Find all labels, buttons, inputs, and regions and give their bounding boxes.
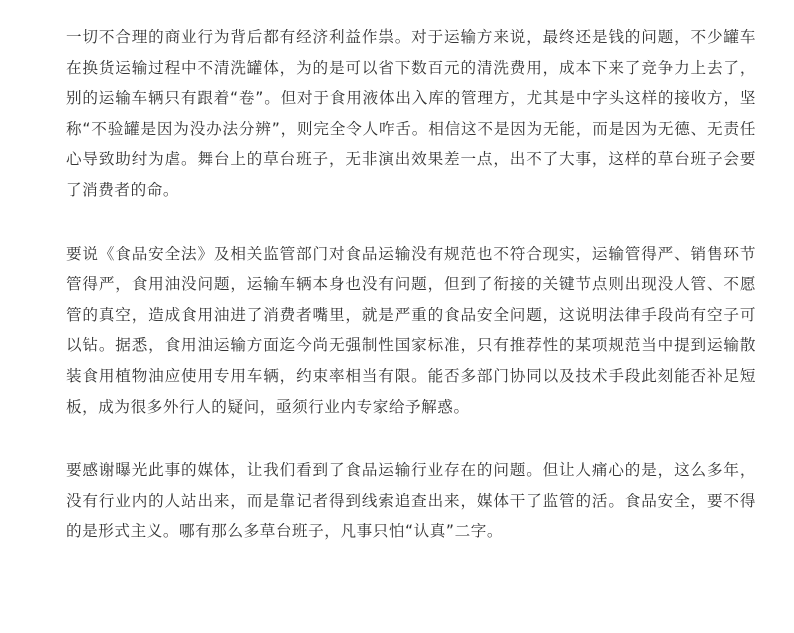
paragraph-1: 一切不合理的商业行为背后都有经济利益作祟。对于运输方来说，最终还是钱的问题，不少罐车在换货运输过程中不清洗罐体，为的是可以省下数百元的清洗费用，成本下来了竞争力上去了，别的运输车辆只有跟着“卷”。但对于食用液体出入库的管理方，尤其是中字头这样的接收方，坚称“不验罐是因为没办法分辨”，则完全令人咋舌。相信这不是因为无能，而是因为无德、无责任心导致助纣为虐。舞台上的草台班子，无非演出效果差一点，出不了大事，这样的草台班子会要了消费者的命。 [66, 28, 756, 199]
paragraph-3: 要感谢曝光此事的媒体，让我们看到了食品运输行业存在的问题。但让人痛心的是，这么多年，没有行业内的人站出来，而是靠记者得到线索追查出来，媒体干了监管的活。食品安全，要不得的是形式主义。哪有那么多草台班子，凡事只怕“认真”二字。 [66, 461, 756, 541]
article-body [66, 22, 756, 547]
paragraph-2: 要说《食品安全法》及相关监管部门对食品运输没有规范也不符合现实，运输管得严、销售环节管得严，食用油没问题，运输车辆本身也没有问题，但到了衔接的关键节点则出现没人管、不愿管的真空，造成食用油进了消费者嘴里，就是严重的食品安全问题，这说明法律手段尚有空子可以钻。据悉，食用油运输方面迄今尚无强制性国家标准，只有推荐性的某项规范当中提到运输散装食用植物油应使用专用车辆，约束率相当有限。能否多部门协同以及技术手段此刻能否补足短板，成为很多外行人的疑问，亟须行业内专家给予解惑。 [66, 244, 756, 416]
